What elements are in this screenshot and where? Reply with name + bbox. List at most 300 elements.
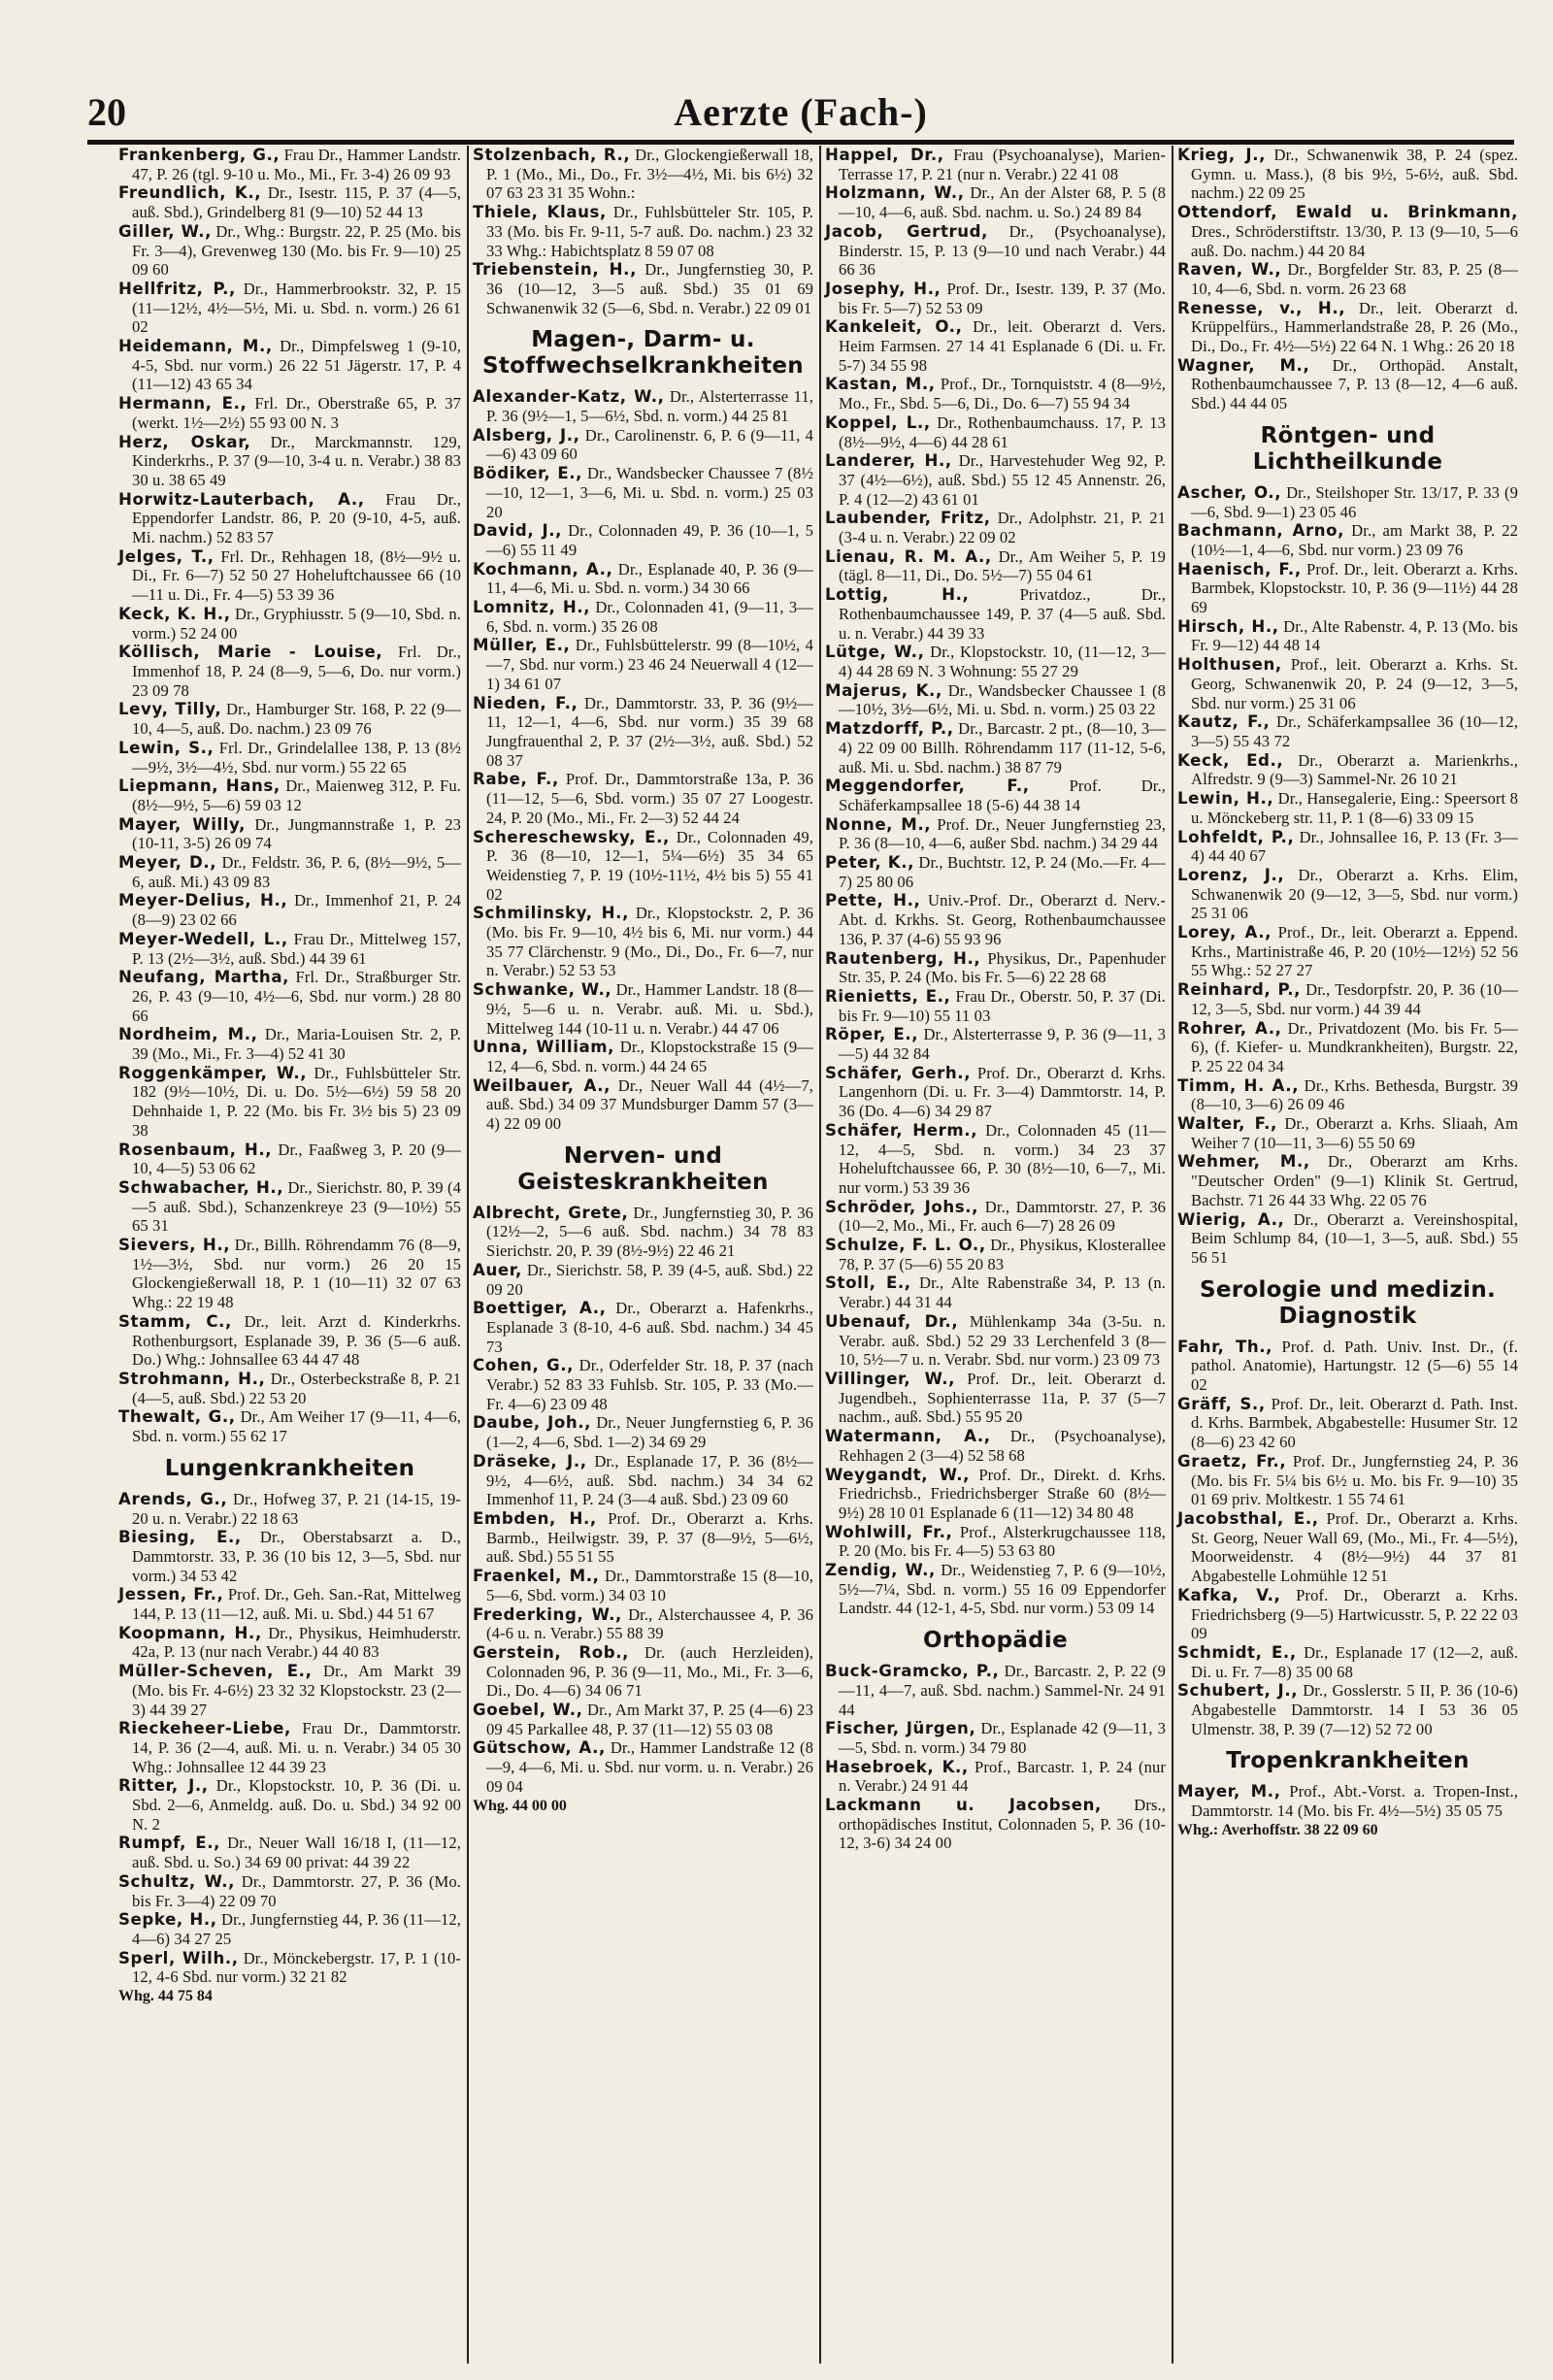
directory-entry	[118, 1872, 461, 1910]
entry-details: Dr., Rothenbaumchauss. 17, P. 13 (8½—9½, 4—6) 44 28 61	[839, 413, 1166, 451]
entry-details: Dr., Physikus, Heimhuderstr. 42a, P. 13 (nur nach Verabr.) 44 40 83	[132, 1623, 461, 1662]
directory-entry	[473, 387, 813, 425]
entry-details: Dr., Privatdozent (Mo. bis Fr. 5—6), (f. Kiefer- u. Mundkrankheiten), Burgstr. 22, P. 25 22 04 34	[1191, 1018, 1518, 1075]
entry-details: Dr., Am Markt 37, P. 25 (4—6) 23 09 45 Parkallee 48, P. 37 (11—12) 55 03 08	[486, 1701, 813, 1738]
entry-name: Ubenauf, Dr.,	[825, 1311, 959, 1331]
entry-name: Lütge, W.,	[825, 643, 925, 662]
directory-entry	[1177, 1681, 1518, 1738]
entry-name: Roggenkämper, W.,	[118, 1063, 308, 1082]
entry-details: Dr., Jungmannstraße 1, P. 23 (10-11, 3-5) 26 09 74	[132, 814, 461, 853]
directory-entry	[1177, 1210, 1518, 1268]
entry-name: Pette, H.,	[825, 891, 921, 910]
entry-name: Wierig, A.,	[1177, 1209, 1285, 1229]
entry-name: Villinger, W.,	[825, 1370, 956, 1388]
entry-details: Prof. Dr., Jungfernstieg 24, P. 36 (Mo. bis Fr. 5¼ bis 6½ u. Mo. bis Fr. 9—10) 35 01 69 priv. Moltkestr. 1 55 74 61	[1191, 1451, 1518, 1509]
entry-details: Dr., Carolinenstr. 6, P. 6 (9—11, 4—6) 43 09 60	[486, 425, 813, 464]
directory-entry	[118, 605, 461, 643]
entry-name: Frankenberg, G.,	[118, 146, 281, 164]
directory-entry	[825, 1719, 1166, 1757]
entry-name: Kafka, V.,	[1177, 1585, 1281, 1604]
entry-details: Frau Dr., Eppendorfer Landstr. 86, P. 20 (9-10, 4-5, auß. Mi. nachm.) 52 83 57	[132, 489, 461, 547]
entry-name: Peter, K.,	[825, 853, 915, 873]
directory-entry	[825, 1198, 1166, 1236]
directory-entry	[825, 1273, 1166, 1311]
entry-name: Holzmann, W.,	[825, 183, 965, 203]
entry-name: Renesse, v., H.,	[1177, 298, 1346, 317]
directory-entry	[118, 490, 461, 547]
entry-details: Dr., (Psychoanalyse), Rehhagen 2 (3—4) 52 58 68	[839, 1427, 1166, 1465]
entry-name: Kankeleit, O.,	[825, 317, 963, 337]
entry-name: Fraenkel, M.,	[473, 1567, 600, 1586]
entry-name: Schwanke, W.,	[473, 980, 612, 1000]
entry-name: Embden, H.,	[473, 1509, 597, 1528]
entry-name: Weygandt, W.,	[825, 1465, 971, 1484]
entry-details: Dr., Orthopäd. Anstalt, Rothenbaumchaussee 7, P. 13 (8—12, 4—6 auß. Sbd.) 44 44 05	[1191, 355, 1518, 413]
directory-entry	[1177, 1338, 1518, 1395]
directory-entry	[1177, 1019, 1518, 1076]
directory-entry	[825, 1758, 1166, 1796]
section-heading: Lungenkrankheiten	[164, 1455, 415, 1481]
entry-name: Laubender, Fritz,	[825, 509, 991, 528]
entry-details: Prof. Dr., leit. Oberarzt d. Jugendbeh., Sophienterrasse 11a, P. 37 (5—7 nachm., auß. Sbd.) 55 95 20	[839, 1370, 1166, 1427]
entry-details: Dr., Esplanade 40, P. 36 (9—11, 4—6, Mi. u. Sbd. n. vorm.) 34 30 66	[486, 559, 813, 598]
entry-name: Freundlich, K.,	[118, 183, 262, 203]
directory-entry	[825, 413, 1166, 451]
entry-details: Prof., Abt.-Vorst. a. Tropen-Inst., Dammtorstr. 14 (Mo. bis Fr. 4½—5½) 35 05 75	[1191, 1782, 1518, 1821]
entry-name: Nieden, F.,	[473, 693, 578, 712]
entry-name: Thiele, Klaus,	[473, 203, 607, 222]
entry-details: Dr., Steilshoper Str. 13/17, P. 33 (9—6, Sbd. 9—1) 23 05 46	[1191, 482, 1518, 521]
entry-name: Weilbauer, A.,	[473, 1075, 611, 1095]
directory-entry	[825, 146, 1166, 183]
entry-name: Matzdorff, P.,	[825, 719, 954, 739]
entry-name: Rautenberg, H.,	[825, 948, 981, 968]
entry-name: Herz, Oskar,	[118, 432, 251, 451]
directory-entry	[118, 1236, 461, 1312]
directory-entry	[473, 1413, 813, 1451]
entry-details: Dr., Mönckebergstr. 17, P. 1 (10-12, 4-6 Sbd. nur vorm.) 32 21 82	[132, 1948, 461, 1987]
entry-details: Univ.-Prof. Dr., Oberarzt d. Nerv.-Abt. d. Krkhs. St. Georg, Rothenbaumchaussee 136, P. 37 (4-6) 55 93 96	[839, 891, 1166, 948]
directory-entry	[473, 1204, 813, 1261]
entry-details: Prof., leit. Oberarzt a. Krhs. St. Georg, Schwanenwik 20, P. 24 (9—12, 3—5, Sbd. nur vorm.) 25 31 06	[1191, 655, 1518, 712]
directory-entry	[118, 146, 461, 183]
entry-name: Frederking, W.,	[473, 1604, 622, 1624]
entry-name: Auer,	[473, 1260, 522, 1279]
entry-details: Prof. Dr., Neuer Jungfernstieg 23, P. 36 (8—10, 4—6, außer Sbd. nachm.) 34 29 44	[839, 814, 1166, 853]
entry-name: Lorey, A.,	[1177, 923, 1272, 942]
entry-name: Röper, E.,	[825, 1025, 919, 1044]
entry-name: Watermann, A.,	[825, 1427, 991, 1446]
entry-name: Keck, K. H.,	[118, 604, 231, 623]
directory-entry	[473, 904, 813, 980]
entry-details: Prof. Dr., Oberarzt a. Krhs. Friedrichsberg (9—5) Hartwicusstr. 5, P. 22 22 03 09	[1191, 1585, 1518, 1643]
directory-entry	[1177, 617, 1518, 655]
directory-entry	[118, 1949, 461, 1987]
entry-details: Dr., Alsterterrasse 9, P. 36 (9—11, 3—5) 44 32 84	[839, 1025, 1166, 1064]
directory-entry	[825, 1561, 1166, 1618]
column-footer: Whg. 44 00 00	[473, 1797, 567, 1814]
entry-name: Schmidt, E.,	[1177, 1642, 1297, 1662]
entry-name: Nordheim, M.,	[118, 1025, 258, 1044]
entry-details: Prof. Dr., leit. Oberarzt d. Path. Inst. d. Krhs. Barmbek, Abgabestelle: Husumer Str. 12 (8—6) 23 42 60	[1191, 1394, 1518, 1452]
entry-name: Thewalt, G.,	[118, 1407, 236, 1427]
entry-name: Rumpf, E.,	[118, 1834, 220, 1853]
directory-entry	[825, 987, 1166, 1025]
directory-entry	[118, 1064, 461, 1140]
directory-entry	[473, 636, 813, 693]
directory-entry	[1177, 923, 1518, 980]
entry-details: Dr., Hammer Landstraße 12 (8—9, 4—6, Mi. u. Sbd. nur vorm. u. n. Verabr.) 26 09 04	[486, 1738, 814, 1796]
entry-details: Dr., Glockengießerwall 18, P. 1 (Mo., Mi., Do., Fr. 3½—4½, Mi. bis 6½) 32 07 63 23 31 35 Wohn.:	[486, 146, 813, 203]
entry-name: Lewin, S.,	[118, 738, 215, 757]
entry-name: Horwitz-Lauterbach, A.,	[118, 489, 365, 509]
entry-details: Dr., Jungfernstieg 44, P. 36 (11—12, 4—6) 34 27 25	[132, 1910, 461, 1948]
entry-name: Unna, William,	[473, 1038, 615, 1057]
entry-details: Dr. (auch Herzleiden), Colonnaden 96, P. 36 (9—11, Mo., Mi., Fr. 3—6, Di., Do. 4—6) 34 06 71	[486, 1642, 813, 1701]
directory-entry	[118, 1490, 461, 1528]
directory-entry	[825, 1523, 1166, 1561]
entry-name: Lomnitz, H.,	[473, 598, 591, 617]
entry-name: Keck, Ed.,	[1177, 750, 1284, 770]
entry-details: Physikus, Dr., Papenhuder Str. 35, P. 24 (Mo. bis Fr. 5—6) 22 28 68	[839, 948, 1166, 987]
entry-name: Heidemann, M.,	[118, 337, 273, 356]
entry-name: Sperl, Wilh.,	[118, 1948, 239, 1967]
entry-name: Lohfeldt, P.,	[1177, 827, 1295, 846]
directory-entry	[473, 1509, 813, 1567]
entry-name: Giller, W.,	[118, 221, 212, 241]
entry-details: Frau (Psychoanalyse), Marien-Terrasse 17, P. 21 (nur n. Verabr.) 22 41 08	[839, 146, 1166, 183]
entry-name: Holthusen,	[1177, 655, 1282, 675]
entry-name: Landerer, H.,	[825, 451, 952, 471]
directory-entry	[825, 815, 1166, 853]
section-heading: Orthopädie	[923, 1628, 1068, 1654]
column-1	[115, 146, 467, 2363]
directory-entry	[1177, 146, 1518, 203]
directory-entry	[118, 968, 461, 1025]
directory-entry	[825, 183, 1166, 221]
entry-details: Dr., Gryphiusstr. 5 (9—10, Sbd. n. vorm.) 52 24 00	[132, 604, 461, 643]
directory-entry	[118, 1178, 461, 1236]
entry-name: Rienietts, E.,	[825, 986, 951, 1006]
entry-name: Mayer, Willy,	[118, 814, 247, 834]
entry-details: Dr., Neuer Wall 16/18 I, (11—12, auß. Sbd. u. So.) 34 69 00 privat: 44 39 22	[132, 1834, 461, 1872]
entry-name: Meyer, D.,	[118, 853, 217, 873]
entry-details: Dr., Tesdorpfstr. 20, P. 36 (10—12, 3—5, Sbd. nur vorm.) 44 39 44	[1191, 980, 1518, 1018]
entry-details: Dr., Whg.: Burgstr. 22, P. 25 (Mo. bis Fr. 3—4), Grevenweg 130 (Mo. bis Fr. 9—10) 25 09 60	[132, 221, 461, 280]
directory-entry	[1177, 1452, 1518, 1509]
directory-entry	[473, 1356, 813, 1413]
entry-details: Dr., am Markt 38, P. 22 (10½—1, 4—6, Sbd. nur vorm.) 23 09 76	[1191, 521, 1518, 559]
entry-details: Dr., Oberarzt am Krhs. "Deutscher Orden" (9—1) Klinik St. Gertrud, Bachstr. 71 26 44 33 Whg. 22 05 76	[1191, 1152, 1518, 1209]
entry-details: Dr., Alsterterrasse 11, P. 36 (9½—1, 5—6½, Sbd. n. vorm.) 44 25 81	[486, 387, 813, 426]
entry-details: Dr., An der Alster 68, P. 5 (8—10, 4—6, auß. Sbd. nachm. u. So.) 24 89 84	[839, 183, 1167, 222]
page-header	[87, 85, 1514, 145]
entry-details: Dr., Hamburger Str. 168, P. 22 (9—10, 4—5, auß. Do. nachm.) 23 09 76	[132, 700, 461, 739]
entry-details: Dr., Weidenstieg 7, P. 6 (9—10½, 5½—7¼, Sbd. n. vorm.) 55 16 09 Eppendorfer Landstr. 44 (12-1, 4-5, Sbd. nur vorm.) 53 09 14	[839, 1561, 1166, 1618]
columns-container	[115, 146, 1524, 2363]
directory-entry	[118, 1407, 461, 1445]
entry-name: Stamm, C.,	[118, 1311, 232, 1331]
column-4	[1172, 146, 1524, 2363]
directory-entry	[1177, 1643, 1518, 1681]
directory-entry	[118, 394, 461, 432]
entry-details: Dr., Wandsbecker Chaussee 7 (8½—10, 12—1, 3—6, Mi. u. Sbd. n. vorm.) 25 03 20	[486, 464, 814, 521]
directory-entry	[473, 426, 813, 464]
entry-name: Daube, Joh.,	[473, 1413, 592, 1433]
entry-name: Hermann, E.,	[118, 394, 248, 413]
directory-entry	[473, 1299, 813, 1356]
directory-entry	[473, 1701, 813, 1738]
entry-name: Lottig, H.,	[825, 585, 970, 605]
entry-details: Dr., Am Weiher 5, P. 19 (tägl. 8—11, Di., Do. 5½—7) 55 04 61	[839, 546, 1166, 585]
entry-name: Stolzenbach, R.,	[473, 146, 631, 164]
directory-entry	[1177, 751, 1518, 789]
section-heading: Magen-, Darm- u. Stoffwechselkrankheiten	[482, 327, 804, 380]
directory-entry	[825, 547, 1166, 585]
entry-details: Dr., Physikus, Klosterallee 78, P. 37 (5—6) 55 20 83	[839, 1236, 1166, 1273]
entry-details: Dr., Esplanade 17 (12—2, auß. Di. u. Fr. 7—8) 35 00 68	[1191, 1642, 1518, 1681]
entry-details: Dr., Fuhlsbüttelerstr. 99 (8—10½, 4—7, Sbd. nur vorm.) 23 46 24 Neuerwall 4 (12—1) 34 61 07	[486, 636, 814, 693]
entry-details: Prof., Dr., Tornquiststr. 4 (8—9½, Mo., Fr., Sbd. 5—6, Di., Do. 6—7) 55 94 34	[839, 375, 1166, 413]
entry-name: Alsberg, J.,	[473, 425, 580, 445]
entry-details: Prof. Dr., Geh. San.-Rat, Mittelweg 144, P. 13 (11—12, auß. Mi. u. Sbd.) 44 51 67	[132, 1585, 461, 1624]
entry-details: Dr., Barcastr. 2 pt., (8—10, 3—4) 22 09 00 Billh. Röhrendamm 117 (11-12, 5-6, auß. Mi. u. Sbd. nachm.) 38 87 79	[839, 719, 1166, 777]
entry-details: Drs., orthopädisches Institut, Colonnaden 5, P. 36 (10-12, 3-6) 34 24 00	[839, 1796, 1167, 1853]
entry-details: Dres., Schröderstiftstr. 13/30, P. 13 (9—10, 5—6 auß. Do. nachm.) 44 20 84	[1191, 221, 1518, 260]
entry-details: Dr., Fuhlsbütteler Str. 105, P. 33 (Mo. bis Fr. 9-11, 5-7 auß. Do. nachm.) 23 32 33 Whg.: Habichtsplatz 8 59 07 08	[486, 203, 813, 260]
directory-entry	[118, 1312, 461, 1370]
entry-details: Dr., Dammtorstr. 33, P. 36 (9½—11, 12—1, 4—6, Sbd. nur vorm.) 35 39 68 Jungfrauenthal 2, P. 37 (2½—3½, auß. Sbd.) 52 08 37	[486, 693, 813, 770]
entry-name: Triebenstein, H.,	[473, 260, 637, 280]
entry-details: Dr., Sierichstr. 58, P. 39 (4-5, auß. Sbd.) 22 09 20	[486, 1260, 813, 1299]
directory-entry	[825, 509, 1166, 546]
entry-name: Rieckeheer-Liebe,	[118, 1719, 291, 1738]
entry-details: Prof. Dr., leit. Oberarzt a. Krhs. Barmbek, Klopstockstr. 10, P. 36 (9—11½) 44 28 69	[1191, 559, 1518, 617]
entry-details: Prof. Dr., Dammtorstraße 13a, P. 36 (11—12, 5—6, Sbd. vorm.) 35 07 27 Loogestr. 24, P. 20 (Mo., Mi., Fr. 2—3) 52 44 24	[486, 770, 814, 827]
entry-name: Hasebroek, K.,	[825, 1757, 969, 1776]
directory-entry	[825, 585, 1166, 643]
directory-entry	[118, 1025, 461, 1063]
entry-details: Dr., Isestr. 115, P. 37 (4—5, auß. Sbd.), Grindelberg 81 (9—10) 52 44 13	[132, 183, 461, 222]
entry-name: Sievers, H.,	[118, 1236, 231, 1255]
entry-name: Koopmann, H.,	[118, 1623, 262, 1642]
directory-entry	[1177, 712, 1518, 750]
entry-details: Frl. Dr., Rehhagen 18, (8½—9½ u. Di., Fr. 6—7) 52 50 27 Hoheluftchaussee 66 (10—11 u. Di., Fr. 4—5) 53 39 36	[132, 546, 461, 605]
entry-name: Meyer-Wedell, L.,	[118, 929, 288, 948]
column-3	[819, 146, 1172, 2363]
directory-entry	[118, 777, 461, 814]
directory-entry	[1177, 828, 1518, 866]
entry-details: Dr., Alte Rabenstraße 34, P. 13 (n. Verabr.) 44 31 44	[839, 1273, 1166, 1312]
directory-entry	[118, 1585, 461, 1623]
directory-entry	[825, 719, 1166, 777]
entry-details: Dr., Oberstabsarzt a. D., Dammtorstr. 33, P. 36 (10 bis 12, 3—5, Sbd. nur vorm.) 34 53 42	[132, 1528, 461, 1585]
directory-entry	[825, 280, 1166, 317]
entry-details: Dr., Colonnaden 41, (9—11, 3—6, Sbd. n. vorm.) 35 26 08	[486, 598, 813, 636]
directory-entry	[825, 375, 1166, 413]
entry-name: Sepke, H.,	[118, 1910, 217, 1930]
entry-details: Prof. Dr., Schäferkampsallee 18 (5-6) 44 38 14	[839, 777, 1166, 814]
entry-details: Prof. Dr., Oberarzt a. Krhs. St. Georg, Neuer Wall 69, (Mo., Mi., Fr. 4—5½), Moorweidenstr. 4 (8½—9½) 44 37 81 Abgabestelle Lohmühle 12 51	[1191, 1509, 1518, 1586]
entry-details: Dr., (Psychoanalyse), Binderstr. 15, P. 13 (9—10 und nach Verabr.) 44 66 36	[839, 221, 1166, 280]
entry-name: Timm, H. A.,	[1177, 1075, 1300, 1095]
entry-name: Stoll, E.,	[825, 1273, 911, 1293]
directory-entry	[825, 643, 1166, 680]
directory-entry	[825, 777, 1166, 814]
entry-details: Prof., Barcastr. 1, P. 24 (nur n. Verabr.) 24 91 44	[839, 1757, 1166, 1796]
entry-details: Dr., leit. Oberarzt d. Krüppelfürs., Hammerlandstraße 28, P. 26 (Mo., Di., Do., Fr. 4½—5½) 22 64 N. 1 Whg.: 26 20 18	[1191, 298, 1518, 356]
directory-entry	[1177, 1076, 1518, 1114]
entry-name: Mayer, M.,	[1177, 1782, 1281, 1802]
entry-details: Dr., Neuer Jungfernstieg 6, P. 36 (1—2, 4—6, Sbd. 1—2) 34 69 29	[486, 1413, 813, 1452]
entry-name: Wagner, M.,	[1177, 355, 1310, 375]
entry-name: Schereschewsky, E.,	[473, 827, 670, 846]
entry-details: Frau Dr., Oberstr. 50, P. 37 (Di. bis Fr. 9—10) 55 11 03	[839, 986, 1166, 1025]
entry-details: Dr., Dimpfelsweg 1 (9-10, 4-5, Sbd. nur vorm.) 26 22 51 Jägerstr. 17, P. 4 (11—12) 43 65 34	[132, 337, 461, 394]
directory-entry	[118, 1776, 461, 1834]
entry-name: Wohlwill, Fr.,	[825, 1522, 953, 1541]
directory-entry	[1177, 1114, 1518, 1152]
entry-details: Frau Dr., Dammtorstr. 14, P. 36 (2—4, auß. Mi. u. n. Verabr.) 34 05 30 Whg.: Johnsallee 12 44 39 23	[132, 1719, 461, 1776]
directory-entry	[118, 1528, 461, 1585]
directory-entry	[118, 1834, 461, 1871]
entry-details: Dr., Hansegalerie, Eing.: Speersort 8 u. Mönckeberg str. 11, P. 1 (8—6) 33 09 15	[1191, 789, 1518, 827]
directory-entry	[1177, 980, 1518, 1018]
directory-entry	[118, 433, 461, 490]
directory-entry	[825, 1236, 1166, 1273]
entry-name: Albrecht, Grete,	[473, 1203, 629, 1222]
directory-entry	[473, 598, 813, 636]
entry-name: Levy, Tilly,	[118, 700, 222, 719]
entry-name: Rohrer, A.,	[1177, 1018, 1282, 1038]
directory-entry	[473, 694, 813, 771]
directory-entry	[118, 183, 461, 221]
entry-details: Dr., Esplanade 17, P. 36 (8½—9½, 4—6½, auß. Sbd. nachm.) 34 34 62 Immenhof 11, P. 24 (3—4 auß. Sbd.) 23 09 60	[486, 1451, 813, 1509]
entry-name: Rosenbaum, H.,	[118, 1140, 273, 1159]
entry-name: Schmilinsky, H.,	[473, 904, 629, 923]
column-footer: Whg.: Averhoffstr. 38 22 09 60	[1177, 1821, 1378, 1838]
entry-name: Meggendorfer, F.,	[825, 777, 1030, 796]
entry-name: Hellfritz, P.,	[118, 279, 236, 298]
entry-details: Dr., Oberarzt a. Vereinshospital, Beim Schlump 84, (10—1, 3—5, auß. Sbd.) 55 56 51	[1191, 1209, 1519, 1267]
entry-name: David, J.,	[473, 521, 563, 541]
entry-details: Dr., Klopstockstr. 10, (11—12, 3—4) 44 28 69 N. 3 Wohnung: 55 27 29	[839, 643, 1166, 680]
entry-name: Gerstein, Rob.,	[473, 1642, 630, 1662]
directory-entry	[118, 643, 461, 700]
entry-name: Ottendorf, Ewald u. Brinkmann,	[1177, 203, 1518, 222]
entry-details: Dr., Feldstr. 36, P. 6, (8½—9½, 5—6, auß. Mi.) 43 09 83	[132, 853, 462, 891]
entry-name: Schwabacher, H.,	[118, 1177, 284, 1197]
directory-entry	[473, 1038, 813, 1075]
entry-name: Bachmann, Arno,	[1177, 521, 1345, 541]
entry-details: Dr., Hammer Landstr. 18 (8—9½, 5—6 u. n. Verabr. auß. Mi. u. Sbd.), Mittelweg 144 (10-11 u. n. Verabr.) 44 47 06	[486, 980, 813, 1038]
column-footer: Whg. 44 75 84	[118, 1988, 213, 2005]
directory-entry	[118, 815, 461, 853]
directory-entry	[473, 1567, 813, 1604]
entry-details: Prof. Dr., Oberarzt a. Krhs. Barmb., Heilwigstr. 39, P. 37 (8—9½, 5—6½, auß. Sbd.) 55 51 55	[486, 1509, 813, 1567]
directory-entry	[473, 1261, 813, 1299]
directory-entry	[473, 1605, 813, 1643]
entry-details: Dr., Colonnaden 49, P. 36 (8—10, 12—1, 5¼—6½) 35 34 65 Weidenstieg 7, P. 19 (10½-11½, 4½ bis 5) 55 41 02	[486, 827, 813, 904]
directory-entry	[473, 828, 813, 905]
entry-details: Dr., Dammtorstr. 27, P. 36 (Mo. bis Fr. 3—4) 22 09 70	[132, 1871, 461, 1910]
entry-details: Dr., Dammtorstraße 15 (8—10, 5—6, Sbd. vorm.) 34 03 10	[486, 1567, 813, 1604]
entry-name: Dräseke, J.,	[473, 1451, 587, 1471]
entry-details: Dr., Klopstockstr. 10, P. 36 (Di. u. Sbd. 2—6, Anmeldg. auß. Do. u. Sbd.) 34 92 00 N. 2	[132, 1776, 461, 1834]
directory-entry	[118, 1910, 461, 1948]
directory-entry	[473, 146, 813, 203]
section-heading: Nerven- und Geisteskrankheiten	[517, 1142, 769, 1195]
directory-entry	[825, 222, 1166, 280]
directory-entry	[473, 203, 813, 260]
entry-details: Frl. Dr., Grindelallee 138, P. 13 (8½—9½, 3½—4½, Sbd. nur vorm.) 55 22 65	[132, 738, 461, 777]
entry-details: Dr., Oberarzt a. Marienkrhs., Alfredstr. 9 (9—3) Sammel-Nr. 26 10 21	[1191, 750, 1518, 789]
entry-name: Lorenz, J.,	[1177, 865, 1285, 884]
entry-details: Privatdoz., Dr., Rothenbaumchaussee 149, P. 37 (4—5 auß. Sbd. u. n. Verabr.) 44 39 33	[839, 585, 1166, 643]
entry-details: Dr., Hofweg 37, P. 21 (14-15, 19-20 u. n. Verabr.) 22 18 63	[132, 1489, 461, 1528]
directory-entry	[825, 317, 1166, 375]
entry-name: Graetz, Fr.,	[1177, 1451, 1287, 1471]
entry-details: Mühlenkamp 34a (3-5u. n. Verabr. auß. Sbd.) 52 29 33 Lerchenfeld 3 (8—10, 5½—7 u. n. Verabr. Sbd. nur vorm.) 23 09 73	[839, 1311, 1166, 1370]
section-heading: Röntgen- und Lichtheilkunde	[1252, 422, 1443, 475]
entry-name: Walter, F.,	[1177, 1114, 1277, 1134]
directory-entry	[118, 700, 461, 738]
entry-details: Dr., Barcastr. 2, P. 22 (9—11, 4—7, auß. Sbd. nachm.) Sammel-Nr. 24 91 44	[839, 1662, 1166, 1719]
entry-name: Majerus, K.,	[825, 680, 942, 700]
directory-entry	[825, 1466, 1166, 1523]
entry-name: Lewin, H.,	[1177, 789, 1274, 809]
directory-entry	[118, 1370, 461, 1407]
directory-entry	[1177, 521, 1518, 559]
entry-name: Schubert, J.,	[1177, 1681, 1299, 1701]
entry-name: Alexander-Katz, W.,	[473, 387, 665, 407]
directory-entry	[825, 1796, 1166, 1853]
entry-name: Cohen, G.,	[473, 1356, 575, 1375]
page-title: Aerzte (Fach-)	[674, 90, 928, 134]
entry-name: Fahr, Th.,	[1177, 1337, 1273, 1356]
entry-details: Prof., Alsterkrugchaussee 118, P. 20 (Mo. bis Fr. 4—5) 53 63 80	[839, 1522, 1166, 1561]
entry-name: Neufang, Martha,	[118, 968, 290, 987]
entry-details: Prof. Dr., Isestr. 139, P. 37 (Mo. bis Fr. 5—7) 52 53 09	[839, 279, 1166, 317]
column-2	[467, 146, 819, 2363]
entry-details: Dr., Oderfelder Str. 18, P. 37 (nach Verabr.) 52 83 33 Fuhlsb. Str. 105, P. 33 (Mo.—Fr. 4—6) 23 09 48	[486, 1356, 813, 1413]
entry-name: Happel, Dr.,	[825, 146, 944, 164]
directory-entry	[118, 891, 461, 929]
directory-entry	[1177, 655, 1518, 712]
directory-entry	[1177, 1509, 1518, 1586]
directory-entry	[1177, 789, 1518, 827]
entry-name: Krieg, J.,	[1177, 146, 1267, 164]
entry-name: Gütschow, A.,	[473, 1738, 606, 1758]
entry-name: Jacob, Gertrud,	[825, 221, 989, 241]
entry-details: Dr., Am Weiher 17 (9—11, 4—6, Sbd. n. vorm.) 55 62 17	[132, 1407, 461, 1446]
entry-name: Lackmann u. Jacobsen,	[825, 1796, 1102, 1815]
entry-details: Frl. Dr., Immenhof 18, P. 24 (8—9, 5—6, Do. nur vorm.) 23 09 78	[132, 643, 462, 700]
directory-entry	[473, 464, 813, 521]
entry-details: Dr., Oberarzt a. Hafenkrhs., Esplanade 3 (8-10, 4-6 auß. Sbd. nachm.) 34 45 73	[486, 1299, 813, 1356]
entry-details: Dr., Oberarzt a. Krhs. Elim, Schwanenwik 20 (9—12, 3—5, Sbd. nur vorm.) 25 31 06	[1191, 865, 1518, 923]
directory-entry	[1177, 356, 1518, 413]
entry-details: Dr., Schäferkampsallee 36 (10—12, 3—5) 55 43 72	[1191, 712, 1518, 750]
directory-entry	[1177, 203, 1518, 260]
entry-details: Dr., Buchtstr. 12, P. 24 (Mo.—Fr. 4—7) 25 80 06	[839, 853, 1166, 891]
directory-entry	[473, 1076, 813, 1134]
section-heading: Serologie und medizin. Diagnostik	[1199, 1276, 1497, 1329]
entry-details: Dr., Wandsbecker Chaussee 1 (8—10½, 3½—6½, Mi. u. Sbd. n. vorm.) 25 03 22	[839, 680, 1166, 719]
entry-details: Dr., Colonnaden 45 (11—12, 4—5, Sbd. n. vorm.) 34 23 37 Hoheluftchaussee 66, P. 30 (8½—10, 6—7,, Mi. nur vorm.) 53 39 36	[839, 1120, 1166, 1197]
entry-details: Dr., Adolphstr. 21, P. 21 (3-4 u. n. Verabr.) 22 09 02	[839, 509, 1166, 547]
entry-details: Dr., Klopstockstr. 2, P. 36 (Mo. bis Fr. 9—10, 4½ bis 6, Mi. nur vorm.) 44 35 77 Clärchenstr. 9 (Mo., Di., Do., Fr. 6—7, nur n. Verabr.) 52 53 53	[486, 904, 813, 980]
